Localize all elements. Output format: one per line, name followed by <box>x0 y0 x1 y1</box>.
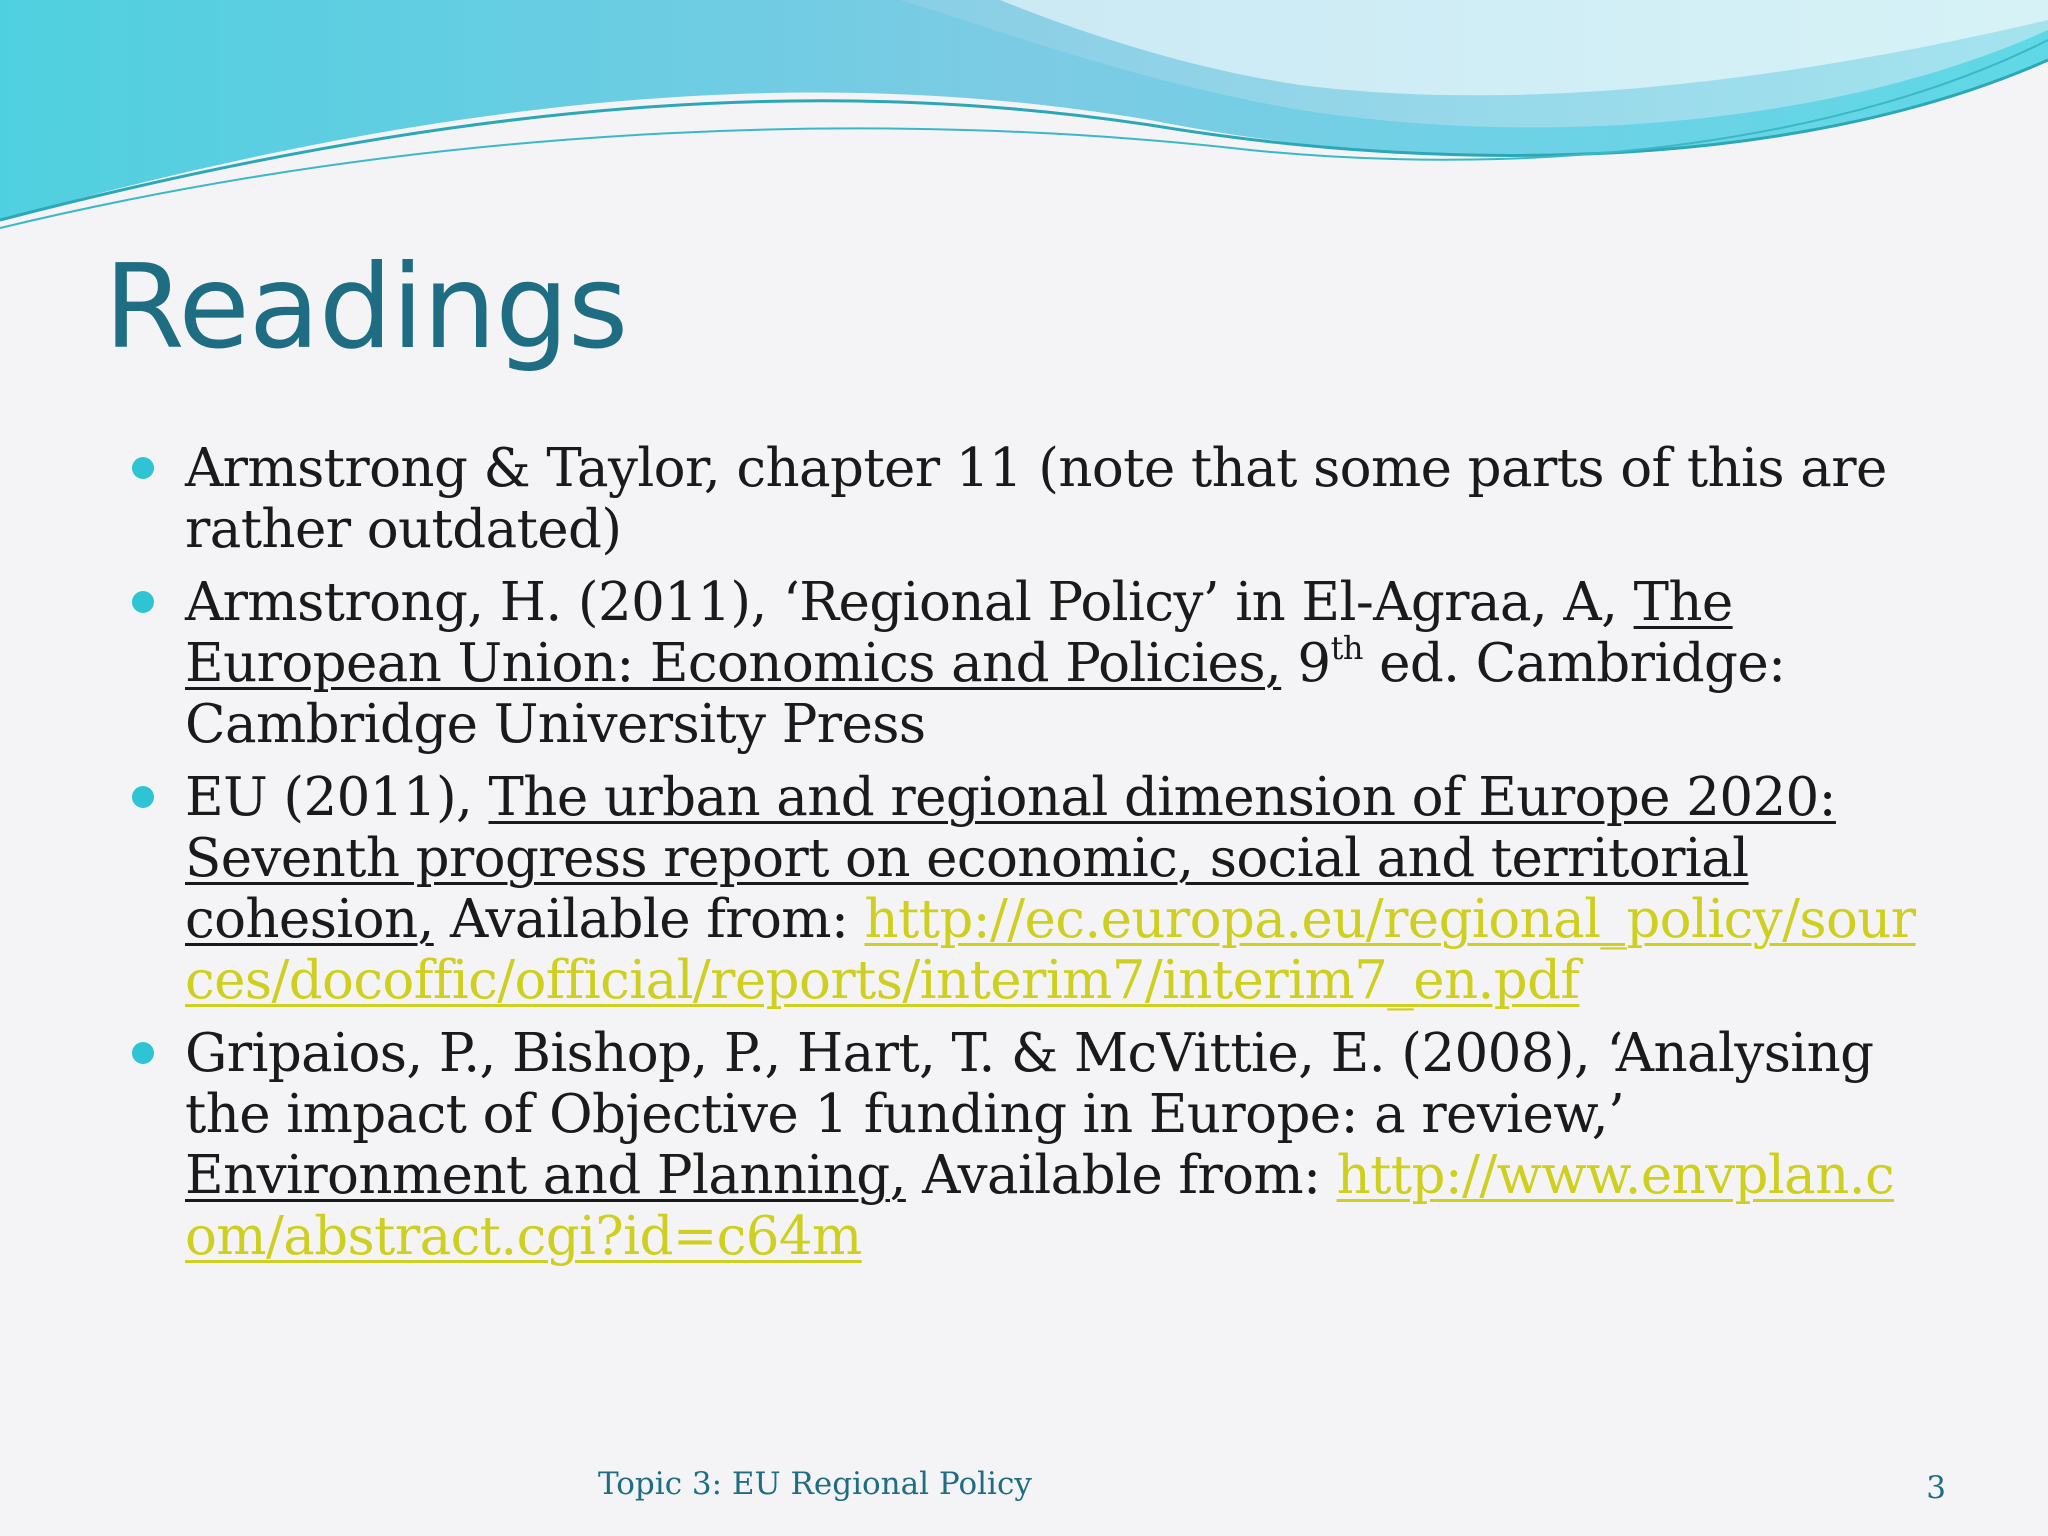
journal-title: Environment and Planning, <box>185 1145 906 1206</box>
slide-number: 3 <box>1926 1470 1946 1506</box>
reading-item <box>130 1023 1920 1267</box>
reading-item <box>130 438 1920 560</box>
bullet-icon <box>132 457 154 479</box>
reading-text: 9 <box>1281 633 1331 694</box>
header-wave-decoration <box>0 0 2048 240</box>
report-title: The urban and regional dimension of Europe 2020: Seventh progress report on economic, social and territorial cohesion, <box>185 767 1836 950</box>
reading-text: Available from: <box>905 1145 1337 1206</box>
bullet-icon <box>132 1042 154 1064</box>
envplan-link[interactable]: http://www.envplan.com/abstract.cgi?id=c64m <box>185 1145 1895 1267</box>
slide-title: Readings <box>104 240 628 375</box>
footer-topic: Topic 3: EU Regional Policy <box>598 1466 1032 1502</box>
reading-text: Armstrong, H. (2011), ‘Regional Policy’ in El-Agraa, A, <box>185 572 1634 633</box>
reading-text: Gripaios, P., Bishop, P., Hart, T. & McVittie, E. (2008), ‘Analysing the impact of Objective 1 funding in Europe: a review,’ <box>185 1023 1874 1145</box>
reading-text: Available from: <box>433 889 865 950</box>
reading-item <box>130 572 1920 755</box>
bullet-icon <box>132 591 154 613</box>
bullet-icon <box>132 786 154 808</box>
eu-report-link[interactable]: http://ec.europa.eu/regional_policy/sources/docoffic/official/reports/interim7/interim7_en.pdf <box>185 889 1916 1011</box>
edition-superscript: th <box>1330 629 1363 667</box>
reading-text: EU (2011), <box>185 767 489 828</box>
reading-text: ed. Cambridge: Cambridge University Press <box>185 633 1786 755</box>
reading-text: Armstrong & Taylor, chapter 11 (note that some parts of this are rather outdated) <box>185 438 1887 560</box>
reading-item <box>130 767 1920 1011</box>
book-title: The European Union: Economics and Policies, <box>185 572 1733 694</box>
readings-list <box>130 438 1920 1279</box>
